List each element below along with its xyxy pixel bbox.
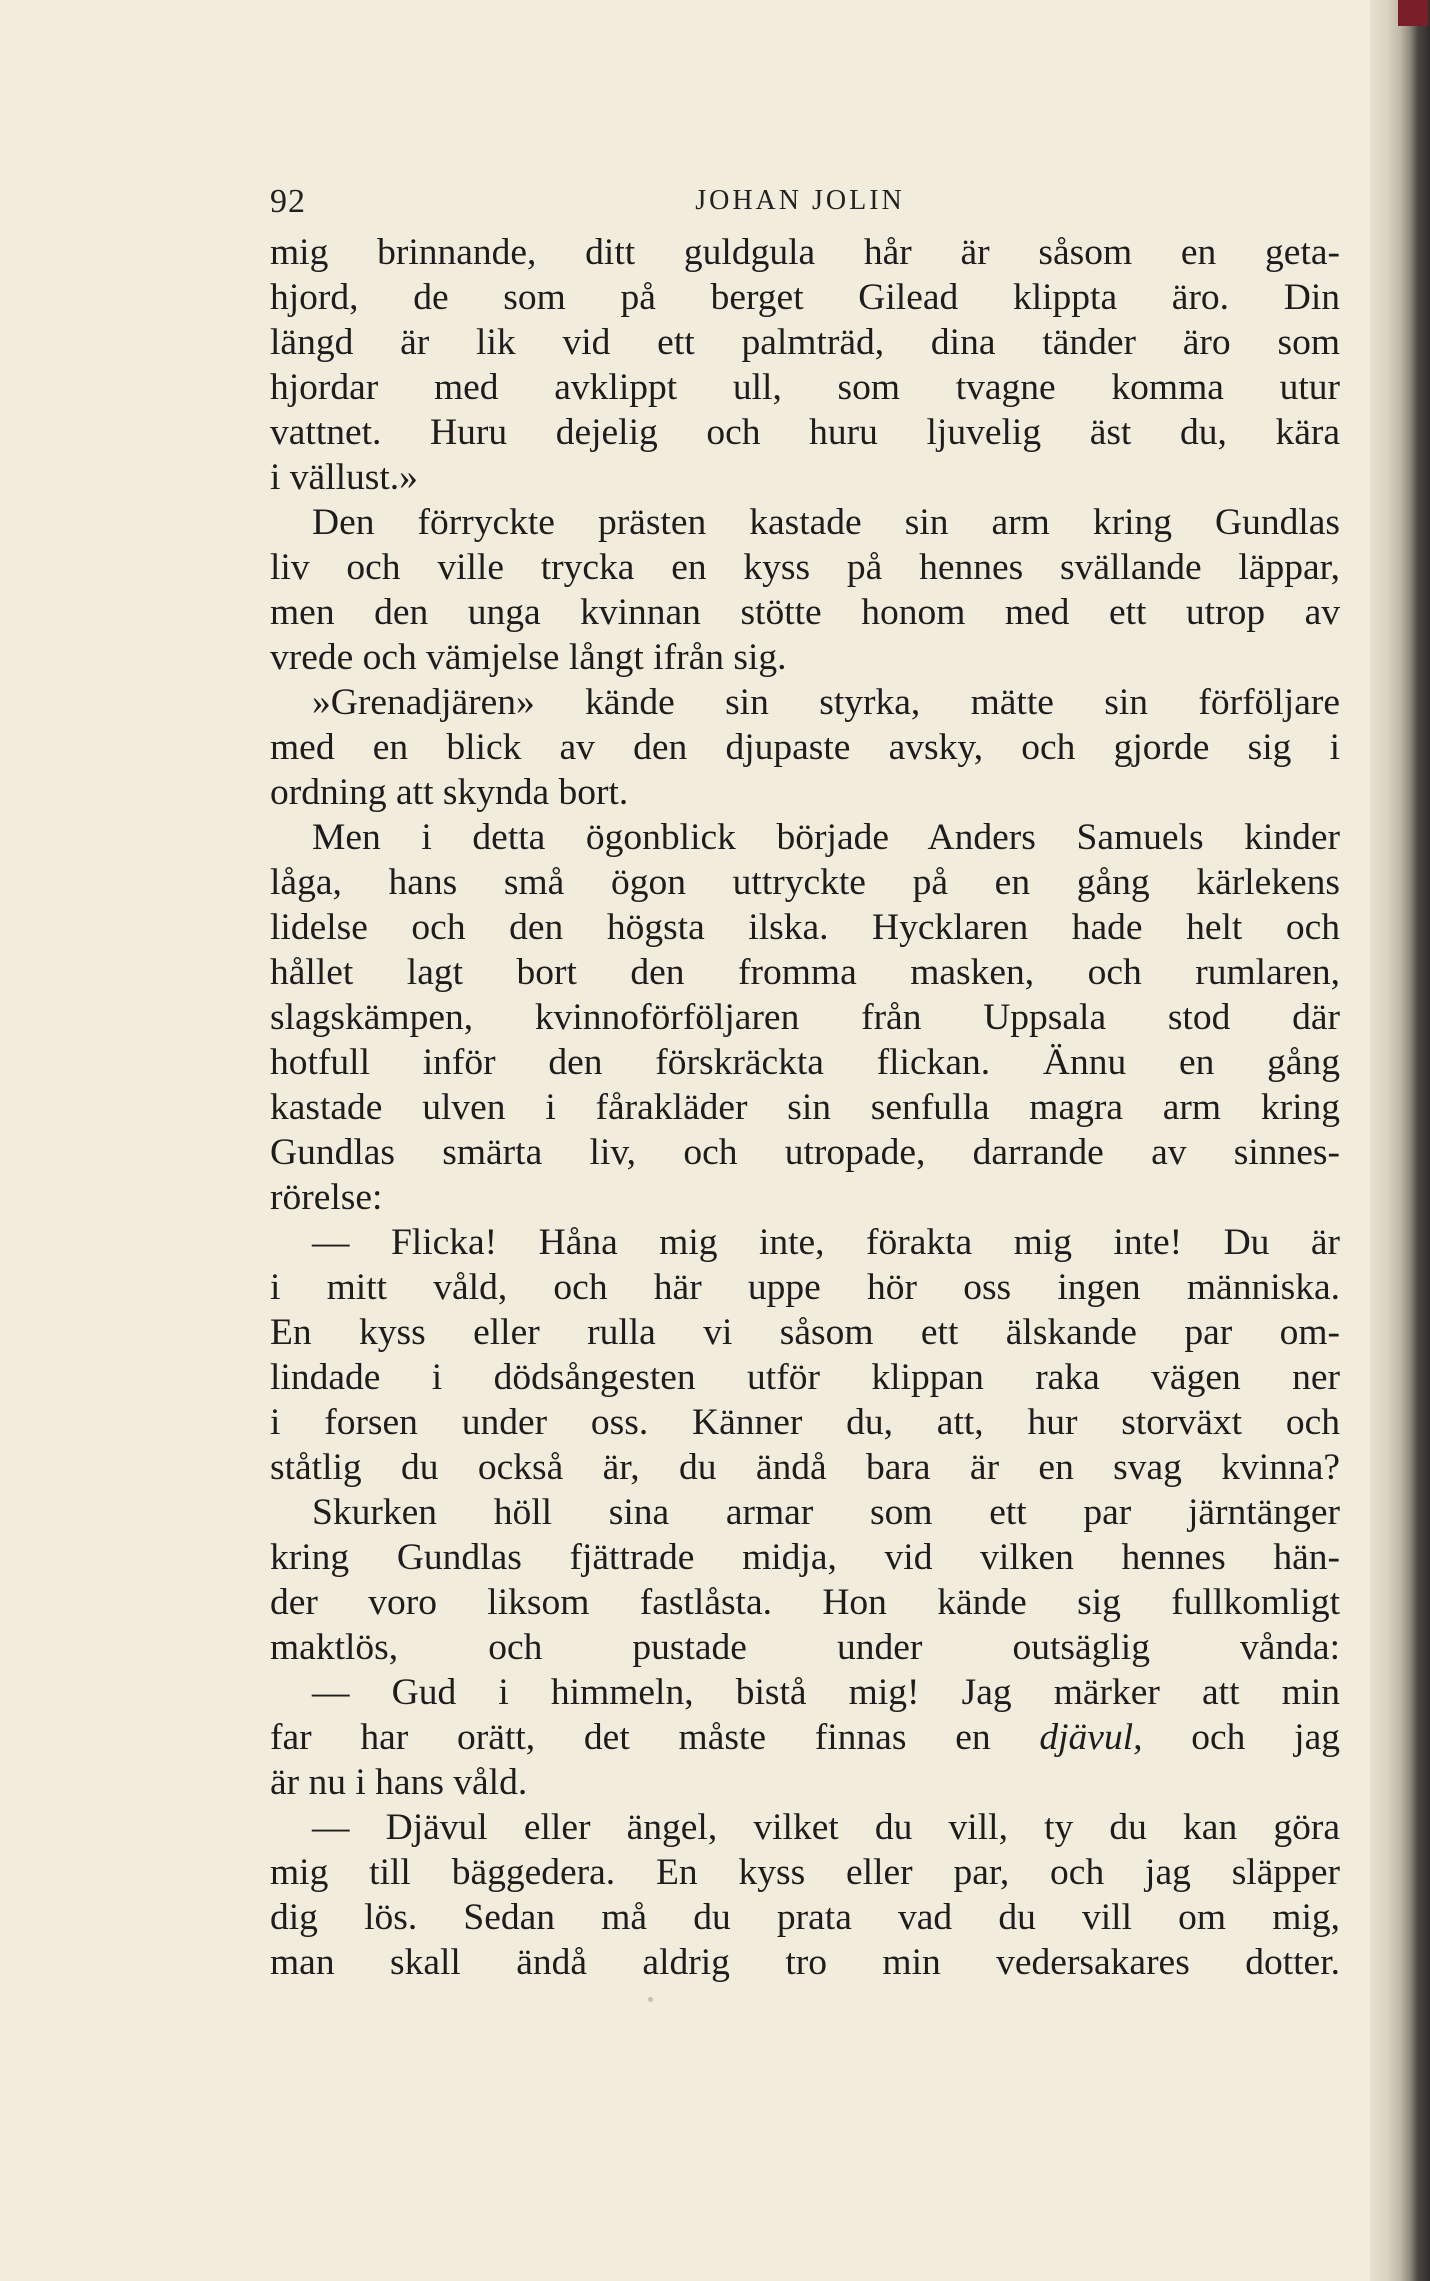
text-line: med en blick av den djupaste avsky, och gjorde sig i <box>270 727 1340 768</box>
page-number: 92 <box>270 183 306 220</box>
text-line: Gundlas smärta liv, och utropade, darrande av sinnes- <box>270 1132 1340 1173</box>
text-line: i vällust.» <box>270 457 418 498</box>
text-line: mig till bäggedera. En kyss eller par, och jag släpper <box>270 1852 1340 1893</box>
text-line: Men i detta ögonblick började Anders Samuels kinder <box>312 817 1340 858</box>
text-line: far har orätt, det måste finnas en djävul, och jag <box>270 1717 1340 1758</box>
text-line: i mitt våld, och här uppe hör oss ingen människa. <box>270 1267 1340 1308</box>
text-line: vrede och vämjelse långt ifrån sig. <box>270 637 787 678</box>
text-line: man skall ändå aldrig tro min vedersakares dotter. <box>270 1942 1340 1983</box>
text-line: — Flicka! Håna mig inte, förakta mig inte! Du är <box>312 1222 1340 1263</box>
running-head <box>270 183 1330 223</box>
running-head-author: JOHAN JOLIN <box>695 185 905 216</box>
text-line: hjord, de som på berget Gilead klippta äro. Din <box>270 277 1340 318</box>
text-line: längd är lik vid ett palmträd, dina tänder äro som <box>270 322 1340 363</box>
text-line: maktlös, och pustade under outsäglig vånda: <box>270 1627 1340 1668</box>
text-line: rörelse: <box>270 1177 383 1218</box>
text-line: i forsen under oss. Känner du, att, hur storväxt och <box>270 1402 1340 1443</box>
text-line: kring Gundlas fjättrade midja, vid vilken hennes hän- <box>270 1537 1340 1578</box>
text-line: mig brinnande, ditt guldgula hår är såsom en geta- <box>270 232 1340 273</box>
text-line: der voro liksom fastlåsta. Hon kände sig fullkomligt <box>270 1582 1340 1623</box>
text-line: »Grenadjären» kände sin styrka, mätte sin förföljare <box>312 682 1340 723</box>
text-line: En kyss eller rulla vi såsom ett älskande par om- <box>270 1312 1340 1353</box>
text-line: slagskämpen, kvinnoförföljaren från Uppsala stod där <box>270 997 1340 1038</box>
text-line: Den förryckte prästen kastade sin arm kring Gundlas <box>312 502 1340 543</box>
book-spine-edge <box>1370 0 1430 2281</box>
text-line: lindade i dödsångesten utför klippan raka vägen ner <box>270 1357 1340 1398</box>
paper-speck <box>648 1997 653 2002</box>
body-text <box>270 230 1340 1985</box>
text-line: ordning att skynda bort. <box>270 772 629 813</box>
text-line: liv och ville trycka en kyss på hennes svällande läppar, <box>270 547 1340 588</box>
text-line: hotfull inför den förskräckta flickan. Ännu en gång <box>270 1042 1340 1083</box>
text-line: låga, hans små ögon uttryckte på en gång kärlekens <box>270 862 1340 903</box>
text-line: Skurken höll sina armar som ett par järntänger <box>312 1492 1340 1533</box>
text-line: kastade ulven i fårakläder sin senfulla magra arm kring <box>270 1087 1340 1128</box>
ribbon-mark <box>1398 0 1428 26</box>
text-line: — Djävul eller ängel, vilket du vill, ty du kan göra <box>312 1807 1340 1848</box>
text-line: är nu i hans våld. <box>270 1762 528 1803</box>
text-line: dig lös. Sedan må du prata vad du vill om mig, <box>270 1897 1340 1938</box>
text-line: lidelse och den högsta ilska. Hycklaren hade helt och <box>270 907 1340 948</box>
text-line: vattnet. Huru dejelig och huru ljuvelig äst du, kära <box>270 412 1340 453</box>
text-line: hjordar med avklippt ull, som tvagne komma utur <box>270 367 1340 408</box>
text-line: hållet lagt bort den fromma masken, och rumlaren, <box>270 952 1340 993</box>
text-line: — Gud i himmeln, bistå mig! Jag märker att min <box>312 1672 1340 1713</box>
text-line: ståtlig du också är, du ändå bara är en svag kvinna? <box>270 1447 1340 1488</box>
text-line: men den unga kvinnan stötte honom med ett utrop av <box>270 592 1340 633</box>
